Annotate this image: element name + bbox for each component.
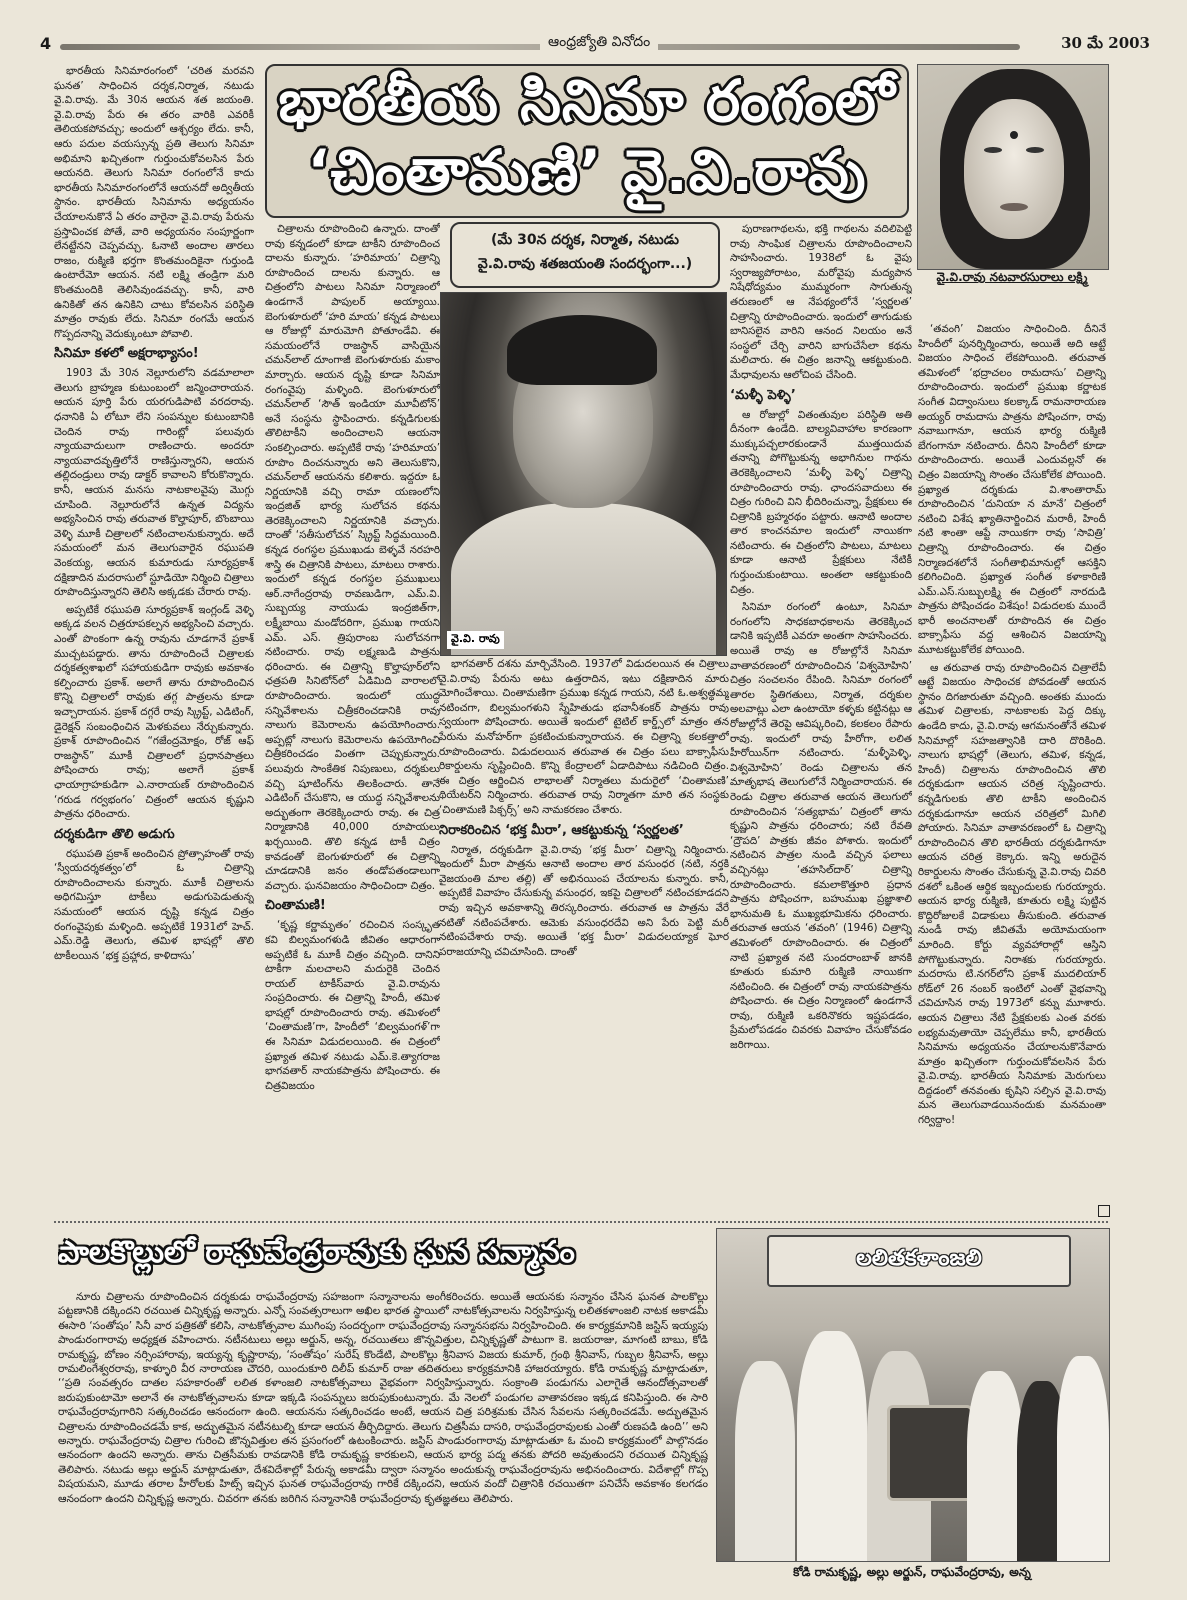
paragraph: నిర్మాత, దర్శకుడిగా వై.వి.రావు ‘భక్త మీరా’ చిత్రాన్ని నిర్మించారు. ఇందులో మీరా పాత్రను ఆనాటి అందాల తార వసుంధర (నటి, నర్తకి వైజయంతి మాల తల్లి) తో అభినయింప చేయాలను కున్నారు. కానీ, అప్పటికే వివాహం చేసుకున్న వసుంధర, ఇకపై చిత్రాలలో నటించకూడదని రావు ఇచ్చిన అవకాశాన్ని తిరస్కరించారు. తరువాత ఆ పాత్రను వేరే నటితో నటింపచేశారు. ఆమెకు వసుంధరదేవి అని పేరు పెట్టి మరీ నటింపచేశారు రావు. అయితే ‘భక్త మీరా’ విడుదలయ్యాక ఘోర పరాజయాన్ని చవిచూసింది. దాంతో	[439, 843, 729, 958]
headline-line-2: ‘చింతామణి’ వై.వి.రావు	[307, 137, 867, 205]
photo-face	[964, 99, 1064, 239]
event-banner: లలితకళాంజలి	[767, 1235, 1071, 1287]
page-number: 4	[40, 34, 52, 53]
paragraph: ‘కృష్ణ కర్ణామృతం’ రచించిన సంస్కృత కవి బిల్వమంగళుడి జీవితం ఆధారంగా అప్పటికే ఓ మూకీ చిత్రం వచ్చింది. దానిని టాకీగా మలచాలని మదురైకి చెందిన రాయల్ టాకీస్‌వారు వై.వి.రావును సంప్రదించారు. ఈ చిత్రాన్ని హిందీ, తమిళ భాషల్లో రూపొందించారు రావు. తమిళంలో ‘చింతామణి’గా, హిందీలో ‘బిల్వమంగళ్’గా ఈ సినిమా విడుదలయింది. ఈ చిత్రంలో ప్రఖ్యాత తమిళ నటుడు ఎమ్.కె.త్యాగరాజ భాగవతార్ నాయకపాత్రను పోషించారు. ఈ చిత్రవిజయం	[265, 919, 440, 1092]
paragraph: ‘తవంగి’ విజయం సాధించింది. దీనినే హిందీలో పునర్నిర్మించారు, అయితే అది ఆట్టే విజయం సాధించ లేకపోయింది. తరువాత తమిళంలో ‘భద్రాచలం రామదాసు’ చిత్రాన్ని రూపొందించారు. ఇందులో ప్రముఖ కర్ణాటక సంగీత విద్వాంసులు కలక్కాడ్ రామనారాయణ అయ్యర్ రామదాసు పాత్రను పోషించగా, రావు నవాబుగానూ, ఆయన భార్య రుక్మిణి బేగంగానూ నటించారు. దీనిని హిందీలో కూడా రూపొందించారు. అయితే ఎందువల్లనో ఈ చిత్రం విజయాన్ని సొంతం చేసుకోలేక పోయింది. ప్రఖ్యాత దర్శకుడు వి.శాంతారామ్ రూపొందించిన ‘దునియా న మానే’ చిత్రంలో నటించి విశేష ఖ్యాతినార్జించిన మరాఠీ, హిందీ నటి శాంతా ఆప్టే నాయికగా రావు ‘సావిత్రి’ చిత్రాన్ని రూపొందించారు. ఈ చిత్రం నిర్మాణదశలోనే సంగీతాభిమానుల్లో ఆసక్తిని కలిగించింది. ప్రఖ్యాత సంగీత కళాకారిణి ఎమ్.ఎస్.సుబ్బులక్ష్మి ఈ చిత్రంలో నారదుడి పాత్రను పోషించడం విశేషం! విడుదలకు ముందే భారీ అంచనాలతో రూపొందిన ఈ చిత్రం బాక్సాఫీసు వద్ద ఆశించిన విజయాన్ని మూటకట్టుకోలేక పోయింది.	[918, 323, 1106, 657]
subheading: చింతామణి!	[265, 898, 326, 914]
photo-eye-right	[1026, 147, 1044, 153]
subheading: దర్శకుడిగా తొలి అడుగు	[54, 826, 175, 842]
subheading: నిరాకరించిన ‘భక్త మీరా’, ఆకట్టుకున్న ‘స్వర్ణలత’	[439, 822, 684, 838]
end-of-article-icon	[1098, 1205, 1110, 1217]
person-figure	[735, 1361, 795, 1561]
lakshmi-photo	[917, 64, 1109, 270]
publication-name: ఆంధ్రజ్యోతి వినోదం	[540, 34, 658, 53]
paragraph: భాగవతార్ దశను మార్చివేసింది. 1937లో విడుదలయిన ఈ చిత్రాలు వై.వి.రావు పేరును అటు ఉత్తరాదిన, ఇటు దక్షిణాదిన మారు మోగించేశాయి. చింతామణిగా ప్రముఖ కన్నడ గాయని, నటి ఓ.అశ్వత్థమ్మ నటించగా, బిల్వమంగళుని స్నేహితుడు భవానీశంకర్ పాత్రను రావు స్వయంగా పోషించారు. అయితే ఇందులో టైటిల్ కార్డ్స్‌లో మాత్రం తన పేరును మనోహర్‌గా ప్రకటించుకున్నారాయన. ఈ చిత్రాన్ని కలకత్తాలో రూపొందించారు. విడుదలయిన తరువాత ఈ చిత్రం పలు బాక్సాఫీసు రికార్డులను సృష్టించింది. కొన్ని కేంద్రాలలో ఏడాదిపాటు నడిచింది చిత్రం. ఈ చిత్రం ఆర్జించిన లాభాలతో నిర్మాతలు మదురైలో ‘చింతామణి’ థియేటర్‌ని నిర్మించారు. తరువాత రావు నిర్మాతగా మారి తన సంస్థకు ‘చింతామణి పిక్చర్స్’ అని నామకరణం చేశారు.	[439, 658, 729, 816]
article-column-5	[918, 322, 1106, 1217]
photo-hair	[507, 315, 657, 385]
paragraph: సినిమా రంగంలో ఉంటూ, సినిమా రంగంలోని సాధకబాధకాలను తెరకెక్కించ డానికి ఇప్పటికీ ఎవరూ అంతగా సాహసించరు. అయితే రావు ఆ రోజుల్లోనే సినిమా వాతావరణంలో రూపొందించిన ‘విశ్వమోహిని’ చిత్రం సంచలనం రేపింది. సినిమా రంగంలో తారల స్థితిగతులు, నిర్మాత, దర్శకుల అలవాట్లు ఎలా ఉంటాయో కళ్ళకు కట్టినట్లు ఆ రోజుల్లోనే తెరపై ఆవిష్కరించి, కలకలం రేపారు రావు. ఇందులో రావు హీరోగా, లలిత హీరోయిన్‌గా నటించారు. ‘మళ్ళీపెళ్ళి, విశ్వమోహిని’ రెండు చిత్రాలను తన మాతృభాష తెలుగులోనే నిర్మించారాయన. ఈ రెండు చిత్రాల తరువాత ఆయన తెలుగులో రూపొందించిన ‘సత్యభామ’ చిత్రంలో తాను కృష్ణుని పాత్రను ధరించారు; నటి రేవతి ‘ద్రౌపది’ పాత్రకు జీవం పోశారు. ఇందులో నటించిన పాత్రల నుండి వచ్చిన ఫలాలు వచ్చినట్లు ‘తహసిల్‌దార్’ చిత్రాన్ని రూపొందించారు. కమలాకొత్తూరి ప్రధాన పాత్రను పోషించగా, బహుముఖ ప్రజ్ఞాశాలి భానుమతి ఓ ముఖ్యభూమికను ధరించారు. తరువాత ఆయన ‘తవంగి’ (1946) చిత్రాన్ని తమిళంలో రూపొందించారు. ఈ చిత్రంలో నాటి ప్రఖ్యాత నటి సుందరాంబాళ్ జానకి కూతురు కుమారి రుక్మిణి నాయికగా నటించింది. ఈ చిత్రంలో రావు నాయకపాత్రను పోషించారు. ఈ చిత్రం నిర్మాణంలో ఉండగానే రావు, రుక్మిణి ఒకరినొకరు ఇష్టపడడం, ప్రేమలోపడడం చివరకు వివాహం చేసుకోవడం జరిగాయి.	[730, 601, 912, 1052]
article-column-3	[439, 657, 729, 1217]
yvrao-photo-caption: వై.వి. రావు	[447, 631, 504, 649]
event-photo	[716, 1228, 1110, 1562]
section-divider	[54, 1221, 1108, 1223]
paragraph: నూరు చిత్రాలను రూపొందించిన దర్శకుడు రాఘవేంద్రరావు సహజంగా సన్మానాలను అంగీకరించరు. అయితే ఆయనకు సన్మానం చేసిన ఘనత పాలకొల్లు పట్టణానికి దక్కిందని రచయిత చిన్నికృష్ణ అన్నారు. ఎన్నో సంవత్సరాలుగా అఖిల భారత స్థాయిలో నాటకోత్సవాలను నిర్వహిస్తున్న లలితకళాంజలి నాటక అకాడమీ ఈసారి ‘సంతోషం’ సినీ వార పత్రికతో కలిసి, నాటకోత్సవాల ముగింపు సందర్భంగా రాఘవేంద్రరావు సన్మానసభను నిర్వహించింది. ఈ కార్యక్రమానికి జస్టిస్ ఇయ్యపు పాండురంగారావు అధ్యక్షత వహించారు. నటీనటులు అల్లు అర్జున్, అన్న, రచయితలు జొన్నవిత్తుల, చిన్నికృష్ణతో పాటుగా కె. జయరాజు, మాగంటి బాబు, కోడి రామకృష్ణ, బోణం నర్సింహారావు, ఇయ్యన్న కృష్ణారావు, ‘సంతోషం’ సురేష్ కొండేటి, పాలకొల్లు శ్రీనివాస విజయ కుమార్, గ్రంథి శ్రీనివాస్, గుబ్బల శ్రీనివాస్, అల్లు రామలింగేశ్వరరావు, కాళ్ళూరి వీర నారాయణ చౌదరి, యిందుకూరి దిలీప్ కుమార్ రాజు తదితరులు కార్యక్రమానికి హాజరయ్యారు. కోడి రామకృష్ణ మాట్లాడుతూ, ‘‘ప్రతి సంవత్సరం దాతల సహకారంతో లలిత కళాంజలి నాటకోత్సవాలు వైభవంగా నిర్వహిస్తున్నారు. సంక్రాంతి పండుగను ఎలాగైతే ఆనందోత్సవాలతో జరుపుకుంటామో అలానే ఈ నాటకోత్సవాలను కూడా ఇక్కడి సంపన్నులు జరుపుకుంటున్నారు. మే నెలలో పండుగల వాతావరణం ఇక్కడ కనిపిస్తుంది. ఈ సారి రాఘవేంద్రరావుగారిని సత్కరించడం ఆనందంగా ఉంది. ఆయనను సత్కరించడం అంటే, ఆయన చిత్ర పరిశ్రమకు చేసిన సేవలను సత్కరించడమే. అద్భుతమైన చిత్రాలను రూపొందించడమే కాక, అద్భుతమైన నటీనటుల్ని కూడా ఆయన తీర్చిదిద్దారు. తెలుగు చిత్రసీమ దాసరి, రాఘవేంద్రరావులకు ఎంతో రుణపడి ఉంది’’ అని అన్నారు. రాఘవేంద్రరావు చిత్రాల గురించి జొన్నవిత్తుల తన ప్రసంగంలో ఉటంకించారు. జస్టిస్ పాండురంగారావు మాట్లాడుతూ ఓ మంచి కార్యక్రమంలో పాల్గొనడం ఆనందంగా ఉందని అన్నారు. తాను చిత్రసీమకు రావడానికి కోడి రామకృష్ణ కారకులని, ఆయన భార్య పద్మ తనకు పోదరి అవుతుందని రచయిత చిన్నికృష్ణ తెలిపారు. నటుడు అల్లు అర్జున్ మాట్లాడుతూ, దేశవిదేశాల్లో పేరున్న అకాడమీ ద్వారా సన్మానం అందుకున్న రాఘవేంద్రరావును అభినందించారు. విదేశాల్లో గొప్ప విషయమని, మూడు తరాల హీరోలకు హిట్స్ ఇచ్చిన ఘనత రాఘవేంద్రరావు గారికే దక్కిందని, ఆయన వందో చిత్రానికి రచయితగా పనిచేసే అవకాశం కలగడం ఆనందంగా ఉందని చిన్నికృష్ణ అన్నారు. చివరగా తనకు జరిగిన సన్మానానికి రాఘవేంద్రరావు కృతజ్ఞతలు తెలిపారు.	[58, 1291, 708, 1505]
paragraph: భారతీయ సినిమారంగంలో ‘చరిత మరవని ఘనత’ సాధించిన దర్శక,నిర్మాత, నటుడు వై.వి.రావు. మే 30న ఆయన శత జయంతి. వై.వి.రావు పేరు ఈ తరం వారికి ఎవరికీ తెలియకపోవచ్చు; అందులో ఆశ్చర్యం లేదు. కానీ, ఆరు పదుల వయస్సున్న ప్రతి తెలుగు సినిమా అభిమాని ఖచ్చితంగా గుర్తుంచుకోవలసిన పేరు ఆయనది. తెలుగు సినిమా రంగంలోనే కాదు భారతీయ సినిమారంగంలోనే ఆయనదో అద్వితీయ స్థానం. భారతీయ సినిమాను అధ్యయనం చేయాలనుకొనే ఏ తరం వారైనా వై.వి.రావు పేరును ప్రస్తావించక పోతే, వారి అధ్యయనం సంపూర్ణంగా లేనట్టేనని చెప్పవచ్చు. ఓనాటి అందాల తారలు రాజం, రుక్మిణి భర్తగా కొంతమందికైనా గుర్తుండి ఉంటారేమో ఆయన. నటి లక్ష్మి తండ్రిగా మరి కొంతమందికి తెలిసివుండవచ్చు. కానీ, వారి ఉనికితో తన ఉనికిని చాటు కోవలసిన పరిస్థితి మాత్రం రావుకు లేదు. సినిమా రంగమే ఆయన గొప్పదనాన్ని వెదుక్కుంటూ పోవాలి.	[54, 65, 254, 340]
subdeck-line-2: వై.వి.రావు శతజయంతి సందర్భంగా...)	[477, 256, 693, 272]
masthead	[40, 34, 1150, 58]
subheading: ‘మళ్ళీ పెళ్ళి’	[730, 387, 796, 403]
paragraph: అప్పటికే రఘుపతి సూర్యప్రకాశ్ ఇంగ్లండ్ వెళ్ళి అక్కడ వలన చిత్రరూపకల్పన అభ్యసించి వచ్చారు. ఎంతో పొంకంగా ఉన్న రావును చూడగానే ప్రకాశ్ ముచ్చటపడ్డారు. తాను రూపొందించే చిత్రాలకు దర్శకత్వశాఖలో సహాయకుడిగా రావుకు అవకాశం కల్పించారు ప్రకాశ్. అలాగే తాను రూపొందించిన కొన్ని చిత్రాలలో రావుకు తగ్గ పాత్రలను కూడా ఇచ్చారాయన. ప్రకాశ్ దగ్గరే రావు స్క్రిప్ట్, ఎడిటింగ్, డైరెక్షన్ సంబంధించిన మెళకువలు నేర్చుకున్నారు. ప్రకాశ్ రూపొందించిన “గజేంద్రమోక్షం, రోజ్ ఆఫ్ రాజస్థాన్” మూకీ చిత్రాలలో ప్రధానపాత్రలు పోషించారు రావు; అలాగే ప్రకాశ్ ఛాయాగ్రాహకుడిగా ఎ.నారాయణ్ రూపొందించిన ‘గరుడ గర్వభంగం’ చిత్రంలో ఆయన కృష్ణుని పాత్రను ధరించారు.	[54, 603, 254, 821]
person-figure	[967, 1371, 1023, 1561]
paragraph: ఆ తరువాత రావు రూపొందించిన చిత్రాలేవీ ఆట్టే విజయం సాధించక పోవడంతో ఆయన స్థానం దిగజారుతూ వచ్చింది. అంతకు ముందు తమిళ చిత్రాలకు, నాటకాలకు పెద్ద దిక్కు ఉండేది కాదు, వై.వి.రావు ఆగమనంతోనే తమిళ సినిమాల్లో సహజత్వానికి దారి దొరికింది. నాలుగు భాషల్లో (తెలుగు, తమిళ, కన్నడ, హిందీ) చిత్రాలను రూపొందించిన తొలి దర్శకుడుగా ఆయన చరిత్ర సృష్టించారు. కన్నడిగులకు తొలి టాకీని అందించిన దర్శకుడుగానూ ఆయన చరిత్రలో మిగిలి పోయారు. సినిమా వాతావరణంలో ఓ చిత్రాన్ని రూపొందించిన తొలి భారతీయ దర్శకుడిగానూ ఆయన చరిత్ర కెక్కారు. ఇన్ని అరుదైన రికార్డులను సొంతం చేసుకున్న వై.వి.రావు చివరి దశలో ఒకింత ఆర్థిక ఇబ్బందులకు గురయ్యారు. ఆయన భార్య రుక్మిణి, కూతురు లక్ష్మి పుట్టిన కొద్దిరోజులకే విడాకులు తీసుకుంది. తరువాత నుండీ రావు జీవితమే అయోమయంగా మారింది. కోర్టు వ్యవహారాల్లో ఆస్తిని పోగొట్టుకున్నారు. నిరాశకు గురయ్యారు. మదరాసు టి.నగర్‌లోని ప్రకాశ్ ముదలియార్ రోడ్‌లో 26 నంబర్ ఇంటిలో ఎంతో వైభవాన్ని చవిచూసిన రావు 1973లో కన్ను మూశారు. ఆయన చిత్రాలు నేటి ప్రేక్షకులకు ఎంత వరకు లభ్యమవుతాయో చెప్పలేము కానీ, భారతీయ సినిమాను అధ్యయనం చేయాలనుకొనేవారు మాత్రం ఖచ్చితంగా గుర్తుంచుకోవలసిన పేరు వై.వి.రావు. భారతీయ సినిమాకు మెరుగులు దిద్దడంలో తనవంతు కృషిని సల్పిన వై.వి.రావు మన తెలుగువాడయినందుకు మనమంతా గర్విద్దాం!	[918, 661, 1106, 1127]
paragraph: రఘుపతి ప్రకాశ్ అందించిన ప్రోత్సాహంతో రావు ‘స్వీయదర్శకత్వం’లో ఓ చిత్రాన్ని రూపొందించాలను కున్నారు. మూకీ చిత్రాలను అధిగమిస్తూ టాకీలు అడుగుపెడుతున్న సమయంలో ఆయన దృష్టి కన్నడ చిత్రం రంగంవైపుకు మళ్ళింది. అప్పటికే 1931లో హెచ్. ఎమ్.రెడ్డి తెలుగు, తమిళ భాషల్లో తొలి టాకీలయిన ‘భక్త ప్రహ్లాద, కాళిదాసు’	[54, 847, 254, 962]
subdeck-box	[450, 222, 720, 288]
article-column-2	[265, 222, 440, 1217]
person-figure	[797, 1331, 867, 1561]
article-column-4	[730, 222, 912, 1217]
paragraph: పురాణగాథలను, భక్తి గాథలను వదిలిపెట్టి రావు సాంఘిక చిత్రాలను రూపొందించాలని సాహసించారు. 1938లో ఓ వైపు స్వరాజ్యపోరాటం, మరోవైపు మద్యపాన నిషేధోద్యమం ముమ్మరంగా సాగుతున్న తరుణంలో ఆ నేపథ్యంలోనే ‘స్వర్ణలత’ చిత్రాన్ని రూపొందించారు. ఇందులో తాగుడుకు బానిసలైన వారిని ఆనంద నిలయం అనే సంస్థలో చేర్చి వారిని బాగుచేసేలా కథను మలిచారు. ఈ చిత్రం జనాన్ని ఆకట్టుకుంది. మేధావులను ఆలోచింప చేసింది.	[730, 223, 912, 381]
subheading: సినిమా కళలో అక్షరాభ్యాసం!	[54, 346, 199, 362]
paragraph: చిత్రాలను రూపొందించి ఉన్నారు. దాంతో రావు కన్నడంలో కూడా టాకీని రూపొందించ దాలను కున్నారు. ‘హరిమాయ’ చిత్రాన్ని రూపొందించ దాలను కున్నారు. ఆ చిత్రంలోని పాటలు సినిమా నిర్మాణంలో ఉండగానే పాపులర్ అయ్యాయి. బెంగుళూరులో ‘హరి మాయ’ కన్నడ పాటలు ఆ రోజుల్లో మారుమోగి పోతూండేవి. ఈ సమయంలోనే రాజస్థాన్ వాసియైన చమన్‌లాల్ దూంగాజీ బెంగుళూరుకు మకాం మార్చారు. ఆయన దృష్టి కూడా సినిమా రంగంవైపు మళ్ళింది. బెంగుళూరులో చమన్‌లాల్ ‘సౌత్ ఇండియా మూవీటోన్’ అనే సంస్థను స్థాపించారు. కన్నడిగులకు తొలిటాకీని అందించాలని ఆయనా సంకల్పించారు. అప్పటికే రావు ‘హరిమాయ’ రూపొం దించనున్నారు అని తెలుసుకొని, చమన్‌లాల్ ఆయనను కలిశారు. ఇద్దరూ ఓ నిర్ణయానికి వచ్చి రామా యణంలోని ఇంద్రజిత్ భార్య సులోచన కథను తెరకెక్కించాలని నిర్ణయానికి వచ్చారు. దాంతో ‘సతీసులోచన’ స్క్రిప్ట్ సిద్ధమయింది. కన్నడ రంగస్థల ప్రముఖుడు బెళ్ళవే నరహరి శాస్త్రి ఈ చిత్రానికి పాటలు, మాటలు రాశారు. ఇందులో కన్నడ రంగస్థల ప్రముఖులు ఆర్.నాగేంద్రరావు రావణుడిగా, ఎమ్.వి. సుబ్బయ్య నాయుడు ఇంద్రజిత్‌గా, లక్ష్మీబాయి మండోదరిగా, ప్రముఖ గాయని ఎమ్. ఎస్. త్రిపురాంబ సులోచనగా నటించారు. రావు లక్ష్మణుడి పాత్రను ధరించారు. ఈ చిత్రాన్ని కొల్హాపూర్‌లోని ఛత్రపతి సినిటోన్‌లో ఏడిమిది వారాలలో రూపొందించారు. ఇందులో యుద్ధ సన్నివేశాలను చిత్రీకరించడానికి రావు నాలుగు కెమెరాలను ఉపయోగించారు. అప్పట్లో నాలుగు కెమెరాలను ఉపయోగించి చిత్రీకరించడం వింతగా చెప్పుకున్నారు. పలువురు సాంకేతిక నిపుణులు, దర్శకులు వచ్చి షూటింగ్‌ను తిలకించారు. తానే ఎడిటింగ్ చేసుకొని, ఆ యుద్ధ సన్నివేశాలను అద్భుతంగా తెరకెక్కించారు రావు. ఈ చిత్ర నిర్మాణానికి 40,000 రూపాయలు ఖర్చయింది. తొలి కన్నడ టాకీ చిత్రం కావడంతో బెంగుళూరులో ఈ చిత్రాన్ని చూడడానికి జనం తండోపతండాలుగా వచ్చారు. ఘనవిజయం సాధించిందా చిత్రం.	[265, 223, 440, 892]
photo-bindi	[1010, 131, 1018, 139]
plaque	[887, 1405, 973, 1501]
issue-date: 30 మే 2003	[1055, 34, 1150, 56]
second-headline: పాలకొల్లులో రాఘవేంద్రరావుకు ఘన సన్మానం	[58, 1235, 575, 1270]
yvrao-photo	[440, 292, 727, 656]
photo-lips	[1000, 203, 1028, 211]
event-photo-caption: కోడి రామకృష్ణ, అల్లు అర్జున్, రాఘవేంద్రరావు, అన్న	[793, 1565, 1031, 1579]
lakshmi-photo-caption: వై.వి.రావు నటవారసురాలు లక్ష్మి	[936, 270, 1088, 284]
article-column-1	[54, 64, 254, 1214]
main-headline	[265, 64, 909, 218]
headline-line-1: భారతీయ సినిమా రంగంలో	[278, 67, 896, 135]
photo-eye-left	[984, 147, 1002, 153]
second-article-body	[58, 1290, 708, 1572]
paragraph: ఆ రోజుల్లో వితంతువుల పరిస్థితి అతి దీనంగా ఉండేది. బాల్యవివాహాల కారణంగా ముక్కుపచ్చలారకుండానే ముత్తయిదువ తనాన్ని పోగొట్టుకున్న అభాగినుల గాథను తెరకెక్కించాలని ‘మళ్ళీ పెళ్ళి’ చిత్రాన్ని రూపొందించారు రావు. ఛాందసవాదులు ఈ చిత్రం గురించి విని భీదిరించున్నా, ప్రేక్షకులు ఈ చిత్రానికి బ్రహ్మరథం పట్టారు. ఆనాటి అందాల తార కాంచనమాల ఇందులో నాయికగా నటించారు. ఈ చిత్రంలోని పాటలు, మాటలు కూడా ఆనాటి ప్రేక్షకులు నేటికీ గుర్తుంచుకుంటాయి. అంతలా ఆకట్టుకుంది చిత్రం.	[730, 408, 912, 596]
subdeck-line-1: (మే 30న దర్శక, నిర్మాత, నటుడు	[491, 232, 679, 248]
paragraph: 1903 మే 30న నెల్లూరులోని వడమాలాలా తెలుగు బ్రాహ్మణ కుటుంబంలో జన్మించారాయన. ఆయన పూర్తి పేరు యరగుడిపాటి వరదరావు. ధనానికి ఏ లోటూ లేని సంపన్నుల కుటుంబానికి చెందిన రావు గారింట్లో పలువురు న్యాయవాదులుగా రాణించారు. అందరూ న్యాయవాదవృత్తిలోనే రాణిస్తున్నారని, ఆయన తల్లిదండ్రులు రావు డాక్టర్ కావాలని కోరుకొన్నారు. కానీ, ఆయన మనసు నాటకాలవైపు మొగ్గు చూపింది. నెల్లూరులోనే ఉన్నత విద్యను అభ్యసించిన రావు తరువాత కొల్హాపూర్, బొంబాయి వెళ్ళి మూకీ చిత్రాలలో నటించాలనుకున్నారు. అదే సమయంలో మన తెలుగువారైన రఘుపతి వెంకయ్య, ఆయన కుమారుడు సూర్యప్రకాశ్ దక్షిణాదిన మదరాసులో స్టూడియో నిర్మించి చిత్రాలు రూపొందిస్తున్నారని తెలిసి అక్కడకు చేరారు రావు.	[54, 367, 254, 599]
person-figure	[1057, 1356, 1109, 1561]
